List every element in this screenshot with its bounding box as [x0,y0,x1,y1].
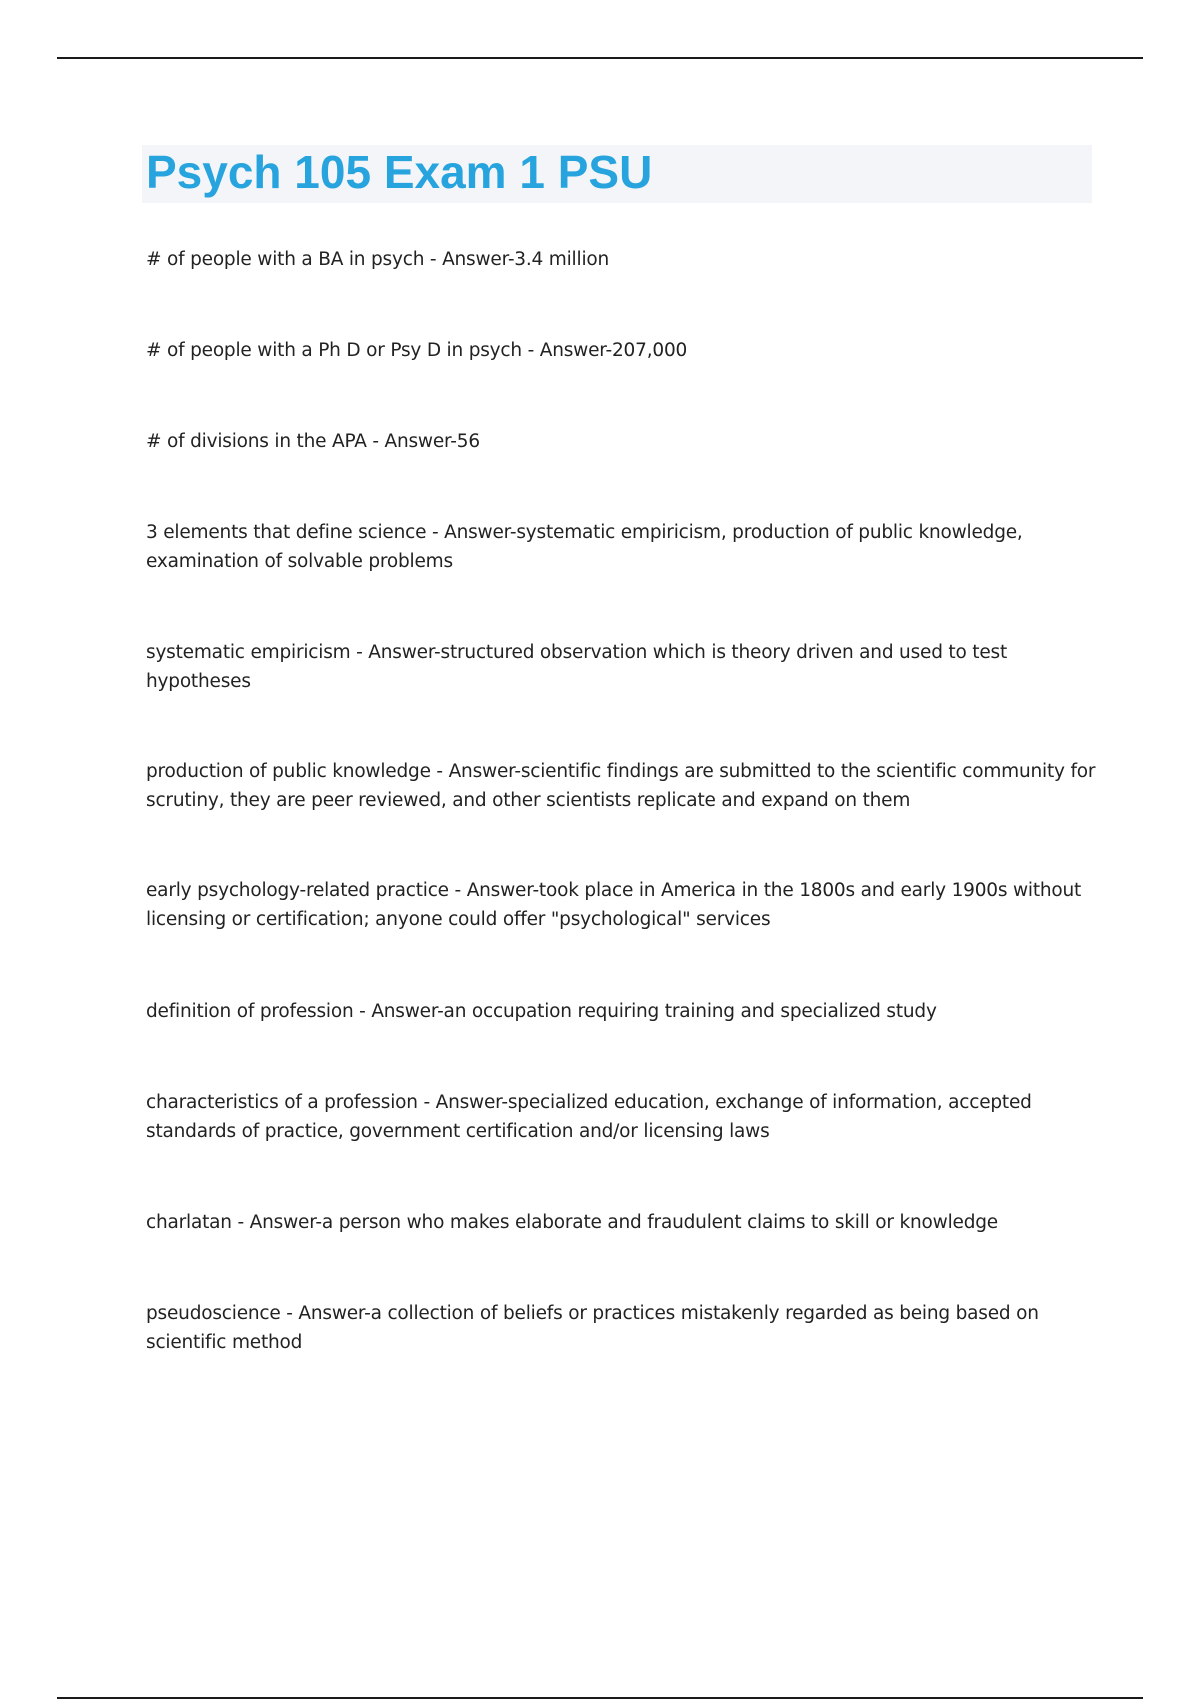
qa-entry-pseudoscience: pseudoscience - Answer-a collection of beliefs or practices mistakenly regarded as being based on scientific method [146,1303,1039,1353]
qa-entry-charlatan: charlatan - Answer-a person who makes elaborate and fraudulent claims to skill or knowledge [146,1212,998,1233]
qa-entry-public-knowledge: production of public knowledge - Answer-scientific findings are submitted to the scientific community for scrutiny, they are peer reviewed, and other scientists replicate and expand on them [146,761,1096,811]
qa-entry-science-elements: 3 elements that define science - Answer-systematic empiricism, production of public knowledge, examination of solvable problems [146,522,1023,572]
qa-entry-phd-count: # of people with a Ph D or Psy D in psych - Answer-207,000 [146,340,688,361]
qa-entry-early-practice: early psychology-related practice - Answer-took place in America in the 1800s and early 1900s without licensing or certification; anyone could offer "psychological" services [146,880,1082,930]
qa-entry-profession-definition: definition of profession - Answer-an occupation requiring training and specialized study [146,1001,937,1022]
document-title: Psych 105 Exam 1 PSU [146,146,653,198]
top-rule [57,57,1143,59]
qa-entry-systematic-empiricism: systematic empiricism - Answer-structured observation which is theory driven and used to test hypotheses [146,642,1008,692]
qa-entry-profession-characteristics: characteristics of a profession - Answer-specialized education, exchange of information, accepted standards of practice, government certification and/or licensing laws [146,1092,1032,1142]
bottom-rule [57,1697,1143,1699]
qa-entry-apa-divisions: # of divisions in the APA - Answer-56 [146,431,480,452]
qa-entry-ba-count: # of people with a BA in psych - Answer-3.4 million [146,249,610,270]
